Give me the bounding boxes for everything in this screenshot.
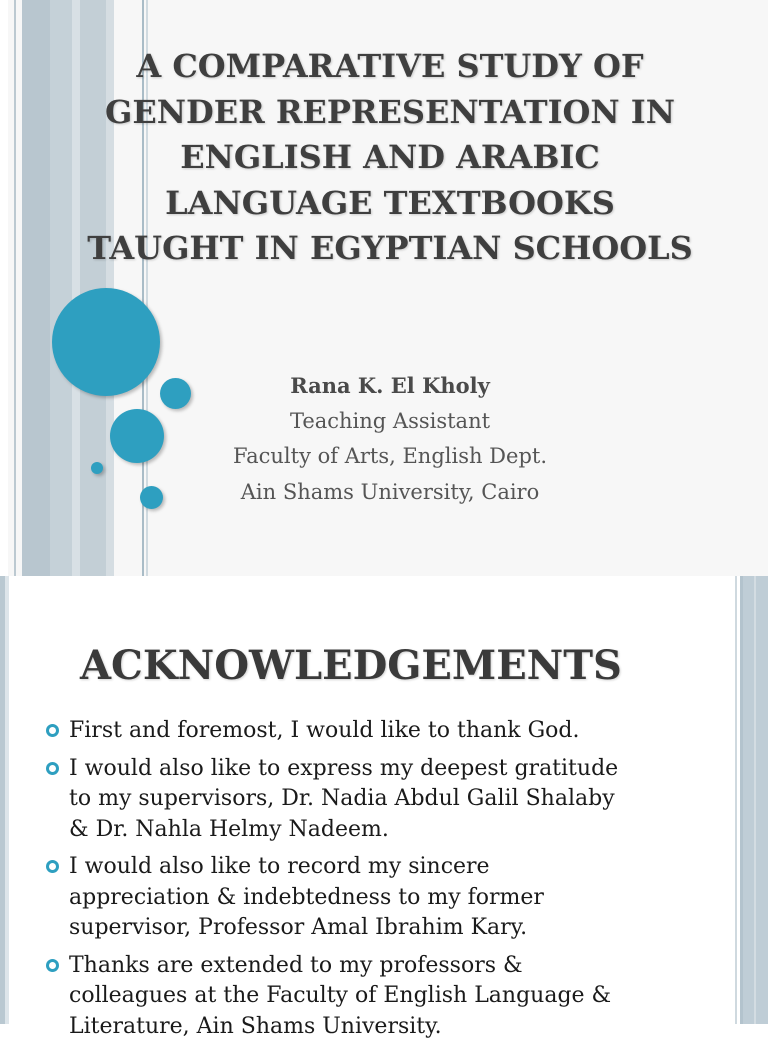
list-item-text: supervisor, Professor Amal Ibrahim Kary. [69,915,528,940]
decorative-circle-tiny [91,462,103,474]
circle-bullet-icon [46,762,59,775]
author-university: Ain Shams University, Cairo [240,479,540,504]
list-item-text: colleagues at the Faculty of English Language & [69,983,612,1008]
list-item-text: I would also like to record my sincere [69,854,490,879]
decorative-circle-small [160,378,191,409]
presentation-title [40,44,740,272]
circle-bullet-icon [46,860,59,873]
author-position: Teaching Assistant [289,408,491,433]
title-line: ENGLISH AND ARABIC [180,138,600,176]
decorative-line [14,0,16,576]
list-item-text: to my supervisors, Dr. Nadia Abdul Galil Shalaby [69,786,615,811]
title-line: A COMPARATIVE STUDY OF [136,47,644,85]
list-item-text: appreciation & indebtedness to my former [69,884,544,910]
list-item [0,754,700,846]
list-item-text: & Dr. Nahla Helmy Nadeem. [69,816,389,842]
circle-bullet-icon [46,959,59,972]
decorative-circle-large [52,288,160,396]
decorative-line [735,576,737,1024]
title-line: TAUGHT IN EGYPTIAN SCHOOLS [87,229,693,267]
circle-bullet-icon [46,724,59,737]
acknowledgements-list [0,716,700,1049]
title-line: LANGUAGE TEXTBOOKS [165,183,615,222]
list-item-text: Thanks are extended to my professors & [69,952,523,978]
author-info [190,368,590,510]
list-item-text: I would also like to express my deepest gratitude [69,755,619,781]
author-faculty: Faculty of Arts, English Dept. [232,444,548,468]
list-item-text: First and foremost, I would like to thank God. [69,718,580,743]
acknowledgements-slide [0,576,768,1039]
decorative-circle-small [140,486,163,509]
list-item [0,852,700,944]
author-name: Rana K. El Kholy [290,373,490,398]
list-item-text: Literature, Ain Shams University. [69,1013,442,1039]
list-item [0,716,700,747]
decorative-line [754,576,756,1024]
title-line: GENDER REPRESENTATION IN [104,92,676,131]
decorative-circle-medium [110,409,164,463]
slide-title: ACKNOWLEDGEMENTS [80,642,622,689]
list-item [0,951,700,1043]
slide-edge [0,0,8,576]
